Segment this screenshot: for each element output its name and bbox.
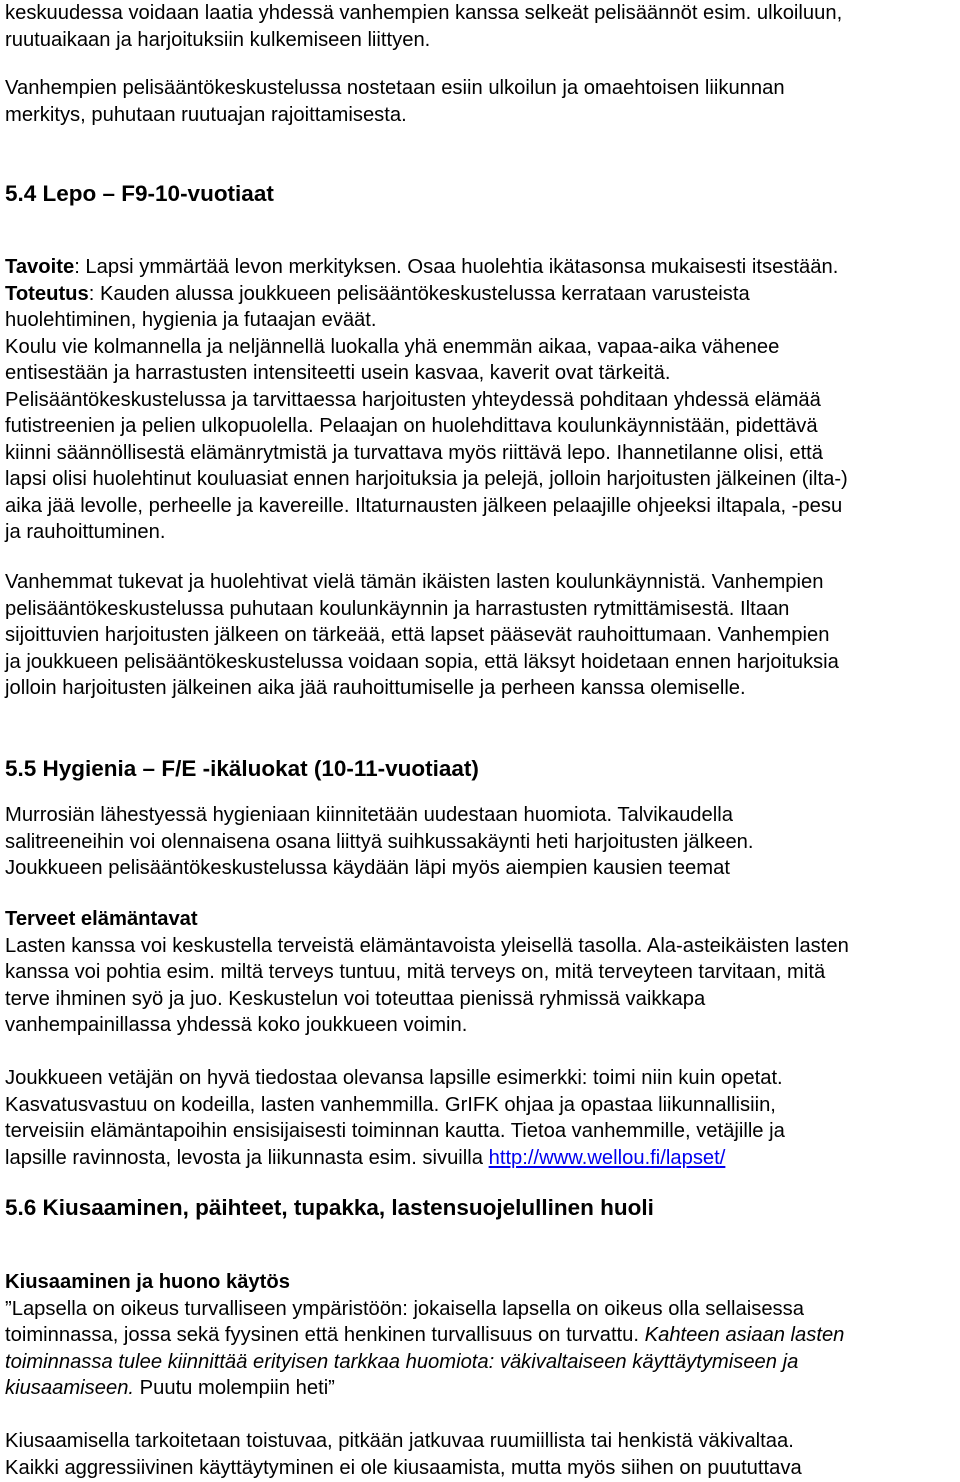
italic-text: kiusaamiseen. [5, 1377, 135, 1399]
text-line: ”Lapsella on oikeus turvalliseen ympäristöön: jokaisella lapsella on oikeus olla sellaisessa [5, 1297, 804, 1320]
paragraph-lepo [5, 254, 959, 546]
paragraph-hygiene [5, 802, 959, 882]
text-line: Lasten kanssa voi keskustella terveistä elämäntavoista yleisellä tasolla. Ala-asteikäisten lasten [5, 934, 849, 957]
text-line: terve ihminen syö ja juo. Keskustelun voi toteuttaa pienissä ryhmissä vaikkapa [5, 987, 706, 1010]
text-line: Murrosiän lähestyessä hygieniaan kiinnitetään uudestaan huomiota. Talvikaudella [5, 804, 733, 826]
text-line: Koulu vie kolmannella ja neljännellä luokalla yhä enemmän aikaa, vapaa-aika vähenee [5, 335, 780, 358]
paragraph-healthy-living [5, 906, 959, 1039]
paragraph-bullying-definition [5, 1428, 959, 1481]
text-line: aika jää levolle, perheelle ja kavereille. Iltaturnausten jälkeen pelaajille ohjeeksi iltapala, -pesu [5, 494, 843, 517]
text-line: ja rauhoittuminen. [5, 521, 166, 543]
italic-text: Kahteen asiaan lasten [644, 1324, 845, 1346]
text-line: jolloin harjoitusten jälkeinen aika jää rauhoittumiselle ja perheen kanssa olemiselle. [5, 677, 746, 699]
text-line: ja joukkueen pelisääntökeskustelussa voidaan sopia, että läksyt hoidetaan ennen harjoituksia [5, 650, 839, 673]
text-line: keskuudessa voidaan laatia yhdessä vanhempien kanssa selkeät pelisäännöt esim. ulkoiluun, [5, 2, 843, 24]
text-line: lapsi olisi huolehtinut kouluasiat ennen harjoituksia ja pelejä, jolloin harjoitusten jälkeinen (ilta-) [5, 468, 848, 490]
text-line: kiinni säännöllisestä elämänrytmistä ja turvattava myös riittävä lepo. Ihannetilanne olisi, että [5, 441, 824, 464]
text-line: Vanhemmat tukevat ja huolehtivat vielä tämän ikäisten lasten koulunkäynnistä. Vanhempien [5, 571, 824, 593]
paragraph-bullying [5, 1269, 959, 1402]
heading-5-6: 5.6 Kiusaaminen, päihteet, tupakka, lastensuojelullinen huoli [5, 1195, 654, 1220]
label-toteutus: Toteutus [5, 282, 89, 305]
text-line: Puutu molempiin heti” [134, 1377, 335, 1399]
text-line: Vanhempien pelisääntökeskustelussa nostetaan esiin ulkoilun ja omaehtoisen liikunnan [5, 77, 785, 99]
heading-5-4: 5.4 Lepo – F9-10-vuotiaat [5, 181, 274, 206]
text-line: huolehtiminen, hygienia ja futaajan eväät. [5, 309, 377, 331]
text-line: vanhempainillassa yhdessä koko joukkueen voimin. [5, 1014, 468, 1036]
paragraph-coach-example [5, 1065, 959, 1171]
heading-5-5: 5.5 Hygienia – F/E -ikäluokat (10-11-vuotiaat) [5, 756, 479, 781]
paragraph-intro-end [5, 0, 959, 53]
paragraph-outdoor [5, 75, 959, 128]
text-line: sijoittuvien harjoitusten jälkeen on tärkeää, että lapset pääsevät rauhoittumaan. Vanhempien [5, 624, 830, 646]
text-line: Joukkueen vetäjän on hyvä tiedostaa olevansa lapsille esimerkki: toimi niin kuin opetat. [5, 1067, 783, 1089]
text-line: pelisääntökeskustelussa puhutaan koulunkäynnin ja harrastusten rytmittämisestä. Iltaan [5, 597, 790, 620]
text-line: terveisiin elämäntapoihin ensisijaisesti toiminnan kautta. Tietoa vanhemmille, vetäjille ja [5, 1120, 785, 1142]
text-line: Joukkueen pelisääntökeskustelussa käydään läpi myös aiempien kausien teemat [5, 857, 730, 879]
wellou-link[interactable]: http://www.wellou.fi/lapset/ [488, 1146, 726, 1169]
text-line: Pelisääntökeskustelussa ja tarvittaessa harjoitusten yhteydessä pohditaan yhdessä elämää [5, 388, 821, 411]
text-line: lapsille ravinnosta, levosta ja liikunnasta esim. sivuilla [5, 1146, 489, 1169]
text-line: : Lapsi ymmärtää levon merkityksen. Osaa huolehtia ikätasonsa mukaisesti itsestään. [74, 256, 839, 278]
subheading-kiusaaminen: Kiusaaminen ja huono käytös [5, 1271, 290, 1293]
text-line: salitreeneihin voi olennaisena osana liittyä suihkussakäynti heti harjoitusten jälkeen. [5, 830, 754, 853]
text-line: kanssa voi pohtia esim. miltä terveys tuntuu, mitä terveys on, mitä terveyteen tarvitaan, mitä [5, 961, 826, 983]
label-tavoite: Tavoite [5, 256, 75, 278]
text-line: toiminnassa, jossa sekä fyysinen että henkinen turvallisuus on turvattu. [5, 1324, 645, 1346]
text-line: Kasvatusvastuu on kodeilla, lasten vanhemmilla. GrIFK ohjaa ja opastaa liikunnallisiin, [5, 1093, 776, 1116]
paragraph-parents [5, 569, 959, 702]
text-line: Kiusaamisella tarkoitetaan toistuvaa, pitkään jatkuvaa ruumiillista tai henkistä väkivaltaa. [5, 1430, 794, 1452]
text-line: futistreenien ja pelien ulkopuolella. Pelaajan on huolehdittava koulunkäynnistään, pidettävä [5, 415, 818, 437]
text-line: Kaikki aggressiivinen käyttäytyminen ei ole kiusaamista, mutta myös siihen on puututtava [5, 1456, 802, 1479]
text-line: entisestään ja harrastusten intensiteetti usein kasvaa, kaverit ovat tärkeitä. [5, 362, 671, 384]
text-line: ruutuaikaan ja harjoituksiin kulkemiseen liittyen. [5, 28, 431, 51]
text-line: merkitys, puhutaan ruutuajan rajoittamisesta. [5, 103, 407, 126]
subheading-terveet: Terveet elämäntavat [5, 908, 198, 930]
text-line: : Kauden alussa joukkueen pelisääntökeskustelussa kerrataan varusteista [88, 282, 750, 305]
italic-text: toiminnassa tulee kiinnittää erityisen tarkkaa huomiota: väkivaltaiseen käyttäytymiseen ja [5, 1350, 799, 1373]
